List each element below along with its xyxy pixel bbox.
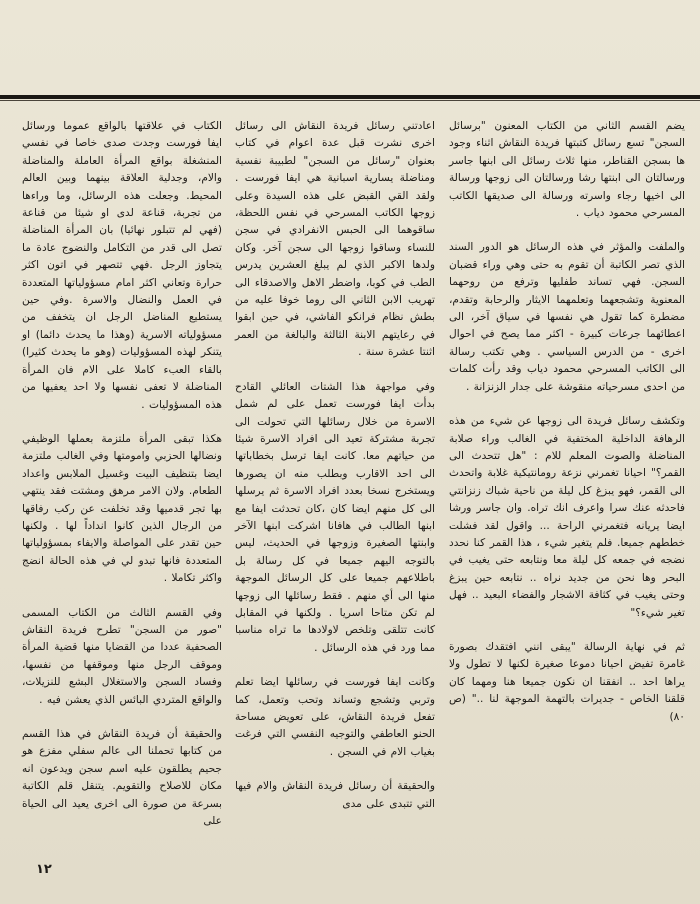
- paragraph: وفي القسم الثالث من الكتاب المسمى "صور من السجن" تطرح فريدة النقاش الصحفية عددا من القضايا منها قضية المرأة وموقف الرجل منها وموقفها من نفسها، وفساد السجن والاستغلال البشع للنزيلات، والواقع المتردي البائس الذي يعشن فيه .: [22, 606, 222, 706]
- paragraph: والحقيقة أن رسائل فريدة النقاش والام فيها التي تتبدى على مدى: [235, 780, 435, 810]
- column-left: [22, 118, 222, 847]
- paragraph: وتكشف رسائل فريدة الى زوجها عن شيء من هذه الرهافة الداخلية المختفية في الغالب وراء صلابة المناضلة والصوت المعلم للام : "هل تتحدث الى القمر؟" احيانا تغمرني نزعة رومانتيكية غلابة واتحدث الى القمر، فهو يبزغ كل ليلة من ناحية شباك زنزانتي فاحدثه عنك سرا واعرف انك تراه. وان جاسر ورشا ايضا يريانه فتغمرني الراحة ... واقول لقد فشلت خططهم جميعا. فلم يتغير شيء ، هذا القمر كنا نحدد نضجه في جمعه كل ليلة معا ونتابعه حتى يغيب في البحر وها نحن من جديد نراه .. نتابعه حين يبزغ وحتى يغيب في كثافة الاشجار والفضاء البعيد .. فهل تغير شيء؟": [449, 415, 685, 619]
- paragraph: والملفت والمؤثر في هذه الرسائل هو الدور السند الذي تصر الكاتبة أن تقوم به حتى وهي وراء قضبان السجن. فهي تساند طفليها وترفع من روحهما المعنوية وتشجعهما وتعلمهما الايثار والرحابة وتقدم، مضطرة كما تقول هي نفسها في سياق آخر، الى اعطائهما جرعات كبيرة - اكثر مما يصح في احوال اخرى - من الدرس السياسي . وهي تكتب رسالة الى الكاتب المسرحي محمود دياب وقد رأت كلمات من احدى مسرحياته منقوشة على جدار الزنزانة .: [449, 241, 685, 393]
- paragraph: يضم القسم الثاني من الكتاب المعنون "برسائل السجن" تسع رسائل كتبتها فريدة النقاش اثناء وجود ها بسجن القناطر، منها ثلاث رسائل الى ابنها جاسر ورسالتان الى ابنتها رشا ورسالتان الى زوجها ورسالة الى اخيها رجاء واسرته ورسالة الى صديقها الكاتب المسرحي محمود دياب .: [449, 120, 685, 220]
- paragraph: وفي مواجهة هذا الشتات العائلي القادح بدأت ايفا فورست تعمل على لم شمل الاسرة من خلال رسائلها التي تحولت الى تجربة مشتركة تعيد الى افراد الاسرة شيئا من حياتهم معا. كانت ايفا ترسل بخطاباتها الى احد الاقارب وبطلب منه ان يصورها ويستخرج نسخا بعدد افراد الاسرة ثم يرسلها الى كل منهم ايضا كان ،كان تحدثت ايفا مع ابنها الطالب في هافانا اشركت ابنها الآخر وابنتها الصغيرة وزوجها في الحديث، ليس بالتوجه اليهم جميعا في كل رسالة بل باطلاعهم جميعا على كل الرسائل الموجهة منها الى أي منهم . فقط رسائلها الى زوجها لم تكن متاحا اسريا . ولكنها في المقابل كانت تتلقى وتلخص لاولادها ما تراه مناسبا مما ورد في هذه الرسائل .: [235, 380, 435, 654]
- paragraph: هكذا تبقى المرأة ملتزمة بعملها الوظيفي ونضالها الحزبي وامومتها وفي الغالب ملتزمة ايضا بتنظيف البيت وغسيل الملابس واعداد الطعام. ولان الامر مرهق ومشتت فقد ينتهي بها تجر قدميها وقد تخلفت عن ركب رفاقها من الرجال الذين كانوا انداداً لها . ولكنها حين تقدر على المواصلة والايفاء بمسؤولياتها المتعددة فانها تبدو لي في هذه الحالة انضج واكثر تكاملا .: [22, 432, 222, 585]
- paragraph: اعادتني رسائل فريدة النقاش الى رسائل اخرى نشرت قبل عدة اعوام في كتاب بعنوان "رسائل من السجن" لطبيبة نفسية ومناضلة يسارية اسبانية هي ايفا فورست . ولقد القي القبض على هذه السيدة وعلى زوجها الكاتب المسرحي في نفس اللحظة، ساقوهما الى الحبس الانفرادي في سجن للنساء وساقوا زوجها الى سجن آخر. وكان ولدها الاكبر الذي لم يبلغ العشرين يدرس الطب في كوبا، واضطر الاهل والاصدقاء الى تهريب الابن الثاني الى روما خوفا عليه من بطش نظام فرانكو الفاشي، في حين ابقوا في رعايتهم الابنة الثالثة والبالغة من العمر اثنتا عشرة سنة .: [235, 120, 435, 359]
- paragraph: الكتاب في علاقتها بالواقع عموما ورسائل ايفا فورست وجدت صدى خاصا في نفسي المنشغلة بواقع المرأة العاملة والمناضلة والام، وجدلية العلاقة بينهما وبين العالم المحيط. وجعلت هذه الرسائل، وما وراءها من تجربة، قناعة لدى او شيئا من قناعة (فهي لم تتبلور نهائيا) بان المرأة المناضلة تصل الى قدر من التكامل والنضوج عادة ما يتجاوز الرجل .فهي تتصهر في اتون اكثر حرارة وتعاني اكثر امام مسؤولياتها المتعددة في العمل والنضال والاسرة .وفي حين يستطيع المناضل الرجل ان يتخفف من مسؤولياته الاسرية (وهذا ما يحدث دائما) او يتنكر لهذه المسؤوليات (وهو ما يحدث كثيرا) بالقاء العبء كاملا على الام فان المرأة المناضلة لا تعفى نفسها ولا احد يعفيها من هذه المسؤوليات .: [22, 120, 222, 411]
- page-number: ١٢: [36, 862, 52, 877]
- header-rule: [0, 95, 700, 99]
- paragraph: والحقيقة أن فريدة النقاش في هذا القسم من كتابها تحملنا الى عالم سفلي مفزع هو جحيم يطلقون عليه اسم سجن ويدعون انه مكان للاصلاح والتقويم. يتنقل قلم الكاتبة بسرعة من صورة الى اخرى يعيد الى الحياة على: [22, 728, 222, 828]
- column-right: [449, 118, 685, 743]
- paragraph: ثم في نهاية الرسالة "يبقى انني افتقدك بصورة غامرة تفيض احيانا دموعا صغيرة لكنها لا تطول ولا يراها احد .. انفقنا ان نكون جميعا هنا ومهما كان قلقنا الخاص - جديرات بالتهمة الموجهة لنا .." (ص ٨٠): [449, 640, 685, 723]
- header-rule-thin: [0, 100, 700, 101]
- paragraph: وكانت ايفا فورست في رسائلها ايضا تعلم وتربي وتشجع وتساند وتحب وتعمل، كما تفعل فريدة النقاش، على تعويض مساحة الحنو العاطفي والتوجيه النفسي التي فرغت بغياب الام في السجن .: [235, 676, 435, 758]
- column-middle: [235, 118, 435, 830]
